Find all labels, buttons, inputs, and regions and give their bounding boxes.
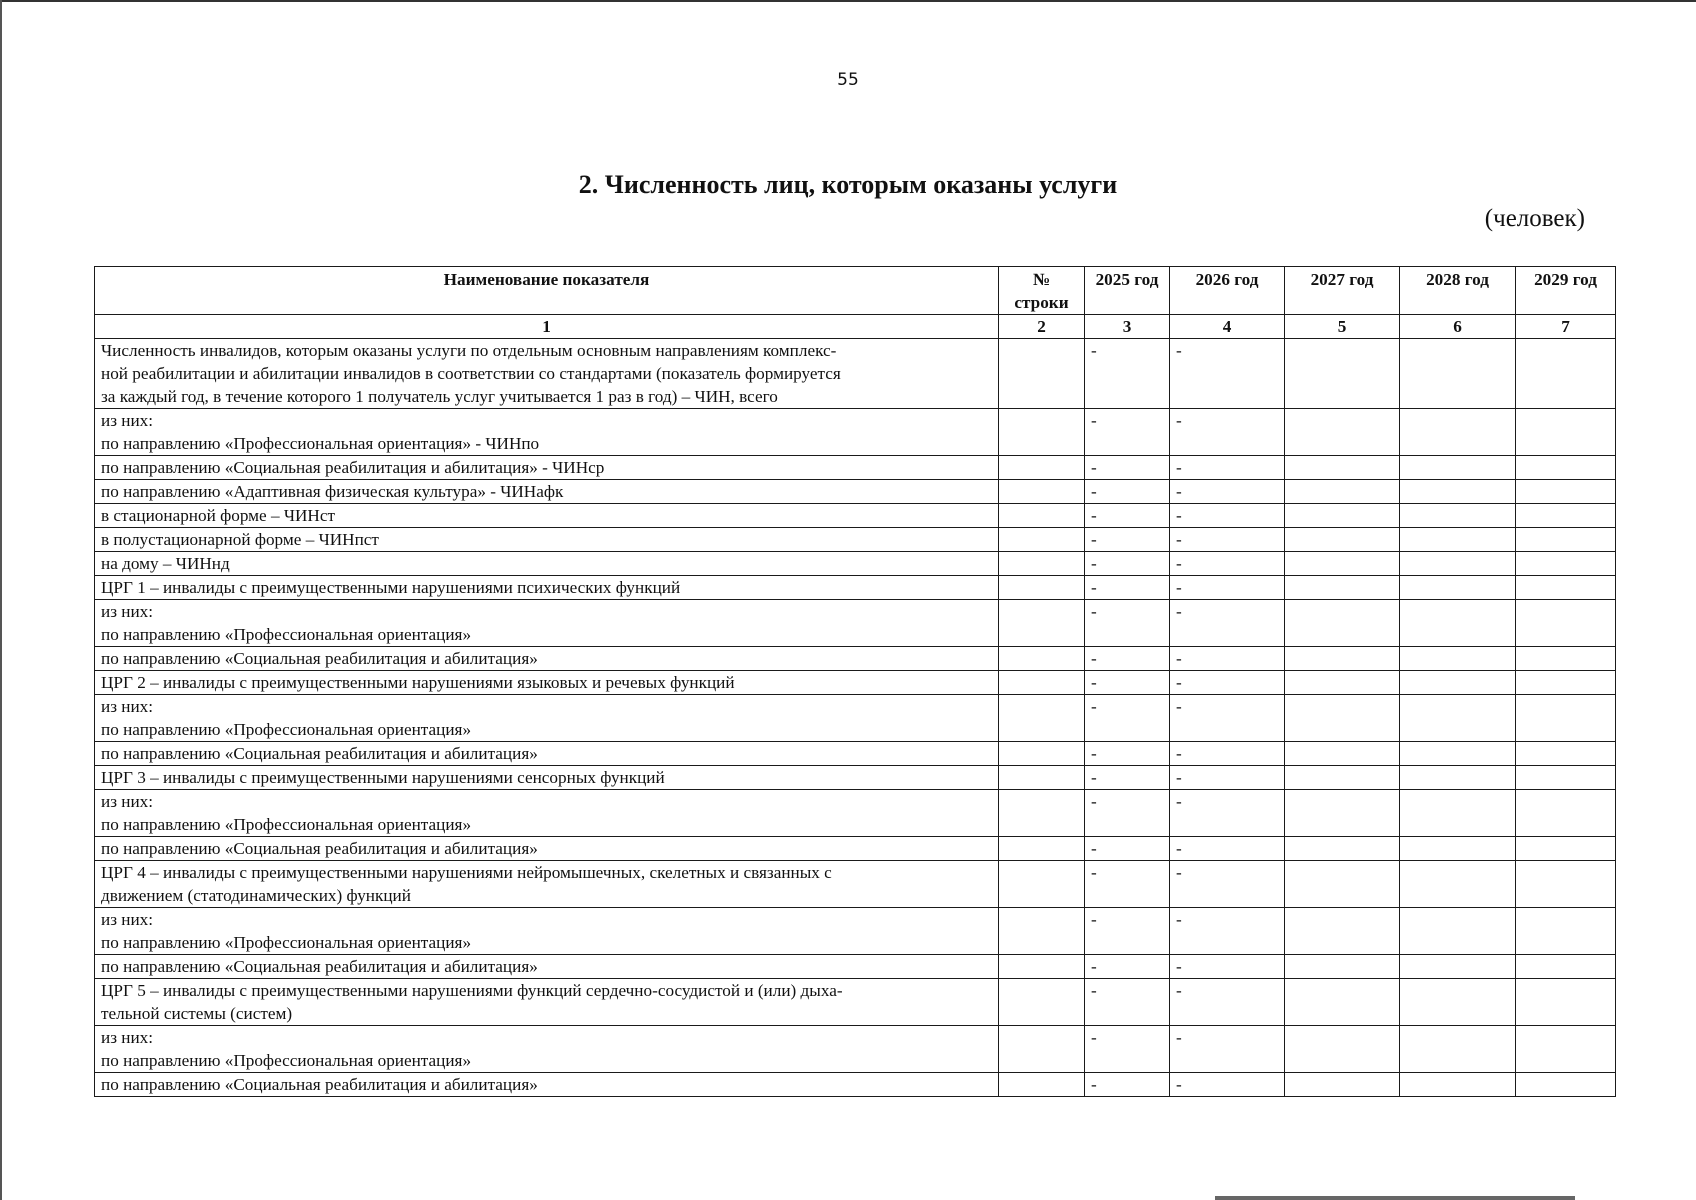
value-cell-2026 [1170, 742, 1285, 766]
table-row [95, 695, 1616, 742]
row-number-cell [999, 480, 1085, 504]
indicator-text-line: из них: [101, 602, 154, 621]
column-number: 3 [1085, 315, 1170, 339]
cell-value: - [1176, 554, 1182, 573]
table-row [95, 1026, 1616, 1073]
column-number: 4 [1170, 315, 1285, 339]
column-header: 2029 год [1516, 267, 1616, 315]
indicator-name [95, 552, 999, 576]
indicator-name [95, 979, 999, 1026]
row-number-cell [999, 456, 1085, 480]
indicator-text-line: по направлению «Социальная реабилитация и абилитация» - ЧИНср [101, 458, 605, 477]
value-cell-2025 [1085, 504, 1170, 528]
value-cell-2026 [1170, 1073, 1285, 1097]
indicator-name [95, 837, 999, 861]
header-row [95, 267, 1616, 315]
row-number-cell [999, 837, 1085, 861]
value-cell-empty [1516, 790, 1616, 837]
value-cell-empty [1516, 671, 1616, 695]
indicator-name [95, 742, 999, 766]
table-row [95, 504, 1616, 528]
indicator-text-line: ЦРГ 2 – инвалиды с преимущественными нарушениями языковых и речевых функций [101, 673, 735, 692]
value-cell-2026 [1170, 790, 1285, 837]
indicator-text-line: ЦРГ 5 – инвалиды с преимущественными нарушениями функций сердечно-сосудистой и (или) дыха- [101, 981, 843, 1000]
value-cell-empty [1516, 766, 1616, 790]
value-cell-2025 [1085, 456, 1170, 480]
cell-value: - [1176, 768, 1182, 787]
cell-value: - [1176, 957, 1182, 976]
table-row [95, 456, 1616, 480]
row-number-cell [999, 1026, 1085, 1073]
column-number: 2 [999, 315, 1085, 339]
table-row [95, 766, 1616, 790]
value-cell-2025 [1085, 695, 1170, 742]
row-number-cell [999, 600, 1085, 647]
value-cell-2026 [1170, 1026, 1285, 1073]
value-cell-empty [1516, 955, 1616, 979]
indicator-text-line: на дому – ЧИНнд [101, 554, 230, 573]
cell-value: - [1176, 863, 1182, 882]
table-row [95, 600, 1616, 647]
value-cell-empty [1516, 1026, 1616, 1073]
value-cell-2025 [1085, 766, 1170, 790]
indicator-name [95, 647, 999, 671]
cell-value: - [1091, 554, 1097, 573]
value-cell-empty [1400, 1026, 1516, 1073]
indicator-text-line: по направлению «Социальная реабилитация и абилитация» [101, 744, 538, 763]
value-cell-empty [1285, 480, 1400, 504]
unit-label: (человек) [1484, 205, 1585, 232]
indicator-text-line: из них: [101, 1028, 154, 1047]
value-cell-empty [1516, 409, 1616, 456]
row-number-cell [999, 790, 1085, 837]
indicator-text-line: ной реабилитации и абилитации инвалидов в соответствии со стандартами (показатель формируется [101, 364, 841, 383]
value-cell-2025 [1085, 409, 1170, 456]
table-row [95, 647, 1616, 671]
indicator-text-line: в стационарной форме – ЧИНст [101, 506, 335, 525]
value-cell-empty [1400, 861, 1516, 908]
cell-value: - [1091, 981, 1097, 1000]
value-cell-empty [1400, 552, 1516, 576]
indicator-name [95, 790, 999, 837]
value-cell-empty [1400, 671, 1516, 695]
cell-value: - [1176, 981, 1182, 1000]
column-number: 1 [95, 315, 999, 339]
value-cell-2025 [1085, 742, 1170, 766]
table-row [95, 742, 1616, 766]
cell-value: - [1091, 697, 1097, 716]
value-cell-empty [1516, 742, 1616, 766]
value-cell-empty [1400, 528, 1516, 552]
value-cell-empty [1516, 576, 1616, 600]
value-cell-2025 [1085, 339, 1170, 409]
indicator-text-line: по направлению «Социальная реабилитация и абилитация» [101, 839, 538, 858]
cell-value: - [1176, 578, 1182, 597]
cell-value: - [1176, 411, 1182, 430]
cell-value: - [1091, 673, 1097, 692]
table-row [95, 409, 1616, 456]
indicator-text-line: Численность инвалидов, которым оказаны услуги по отдельным основным направлениям комплекс- [101, 341, 837, 360]
cell-value: - [1091, 649, 1097, 668]
row-number-cell [999, 552, 1085, 576]
value-cell-empty [1285, 1073, 1400, 1097]
indicator-table [94, 266, 1616, 1097]
value-cell-empty [1516, 1073, 1616, 1097]
indicator-name [95, 1026, 999, 1073]
value-cell-empty [1516, 504, 1616, 528]
cell-value: - [1176, 839, 1182, 858]
value-cell-2026 [1170, 576, 1285, 600]
value-cell-2025 [1085, 671, 1170, 695]
value-cell-2026 [1170, 528, 1285, 552]
value-cell-2026 [1170, 908, 1285, 955]
indicator-text-line: ЦРГ 1 – инвалиды с преимущественными нарушениями психических функций [101, 578, 681, 597]
cell-value: - [1176, 602, 1182, 621]
value-cell-2025 [1085, 647, 1170, 671]
row-number-cell [999, 766, 1085, 790]
value-cell-2025 [1085, 790, 1170, 837]
value-cell-2025 [1085, 480, 1170, 504]
cell-value: - [1176, 1028, 1182, 1047]
cell-value: - [1176, 649, 1182, 668]
indicator-text-line: по направлению «Профессиональная ориентация» - ЧИНпо [101, 434, 540, 453]
value-cell-2025 [1085, 528, 1170, 552]
value-cell-empty [1400, 576, 1516, 600]
page-number: 55 [837, 70, 859, 90]
value-cell-2025 [1085, 908, 1170, 955]
indicator-name [95, 671, 999, 695]
cell-value: - [1091, 792, 1097, 811]
value-cell-empty [1400, 409, 1516, 456]
value-cell-empty [1285, 409, 1400, 456]
cell-value: - [1091, 530, 1097, 549]
value-cell-2025 [1085, 837, 1170, 861]
cell-value: - [1091, 957, 1097, 976]
value-cell-empty [1400, 695, 1516, 742]
value-cell-2025 [1085, 552, 1170, 576]
cell-value: - [1091, 411, 1097, 430]
value-cell-empty [1285, 955, 1400, 979]
row-number-cell [999, 1073, 1085, 1097]
indicator-name [95, 861, 999, 908]
indicator-text-line: по направлению «Социальная реабилитация и абилитация» [101, 1075, 538, 1094]
indicator-text-line: ЦРГ 3 – инвалиды с преимущественными нарушениями сенсорных функций [101, 768, 665, 787]
cell-value: - [1091, 744, 1097, 763]
row-number-cell [999, 576, 1085, 600]
value-cell-empty [1285, 979, 1400, 1026]
indicator-text-line: по направлению «Профессиональная ориентация» [101, 933, 472, 952]
value-cell-2026 [1170, 861, 1285, 908]
indicator-text-line: по направлению «Профессиональная ориентация» [101, 625, 472, 644]
cell-value: - [1176, 792, 1182, 811]
column-number: 7 [1516, 315, 1616, 339]
row-number-cell [999, 695, 1085, 742]
cell-value: - [1091, 839, 1097, 858]
indicator-name [95, 339, 999, 409]
indicator-name [95, 955, 999, 979]
table-row [95, 837, 1616, 861]
indicator-text-line: в полустационарной форме – ЧИНпст [101, 530, 379, 549]
value-cell-2025 [1085, 861, 1170, 908]
cell-value: - [1091, 1028, 1097, 1047]
value-cell-empty [1400, 790, 1516, 837]
cell-value: - [1091, 863, 1097, 882]
indicator-text-line: движением (статодинамических) функций [101, 886, 411, 905]
row-number-cell [999, 409, 1085, 456]
value-cell-empty [1285, 790, 1400, 837]
value-cell-empty [1516, 979, 1616, 1026]
value-cell-2026 [1170, 504, 1285, 528]
value-cell-empty [1285, 861, 1400, 908]
value-cell-empty [1285, 647, 1400, 671]
value-cell-empty [1285, 576, 1400, 600]
row-number-cell [999, 528, 1085, 552]
indicator-name [95, 504, 999, 528]
indicator-name [95, 528, 999, 552]
value-cell-2025 [1085, 600, 1170, 647]
cell-value: - [1091, 506, 1097, 525]
indicator-name [95, 600, 999, 647]
column-number-row [95, 315, 1616, 339]
value-cell-empty [1400, 955, 1516, 979]
column-header: Наименование показателя [95, 267, 999, 315]
indicator-text-line: тельной системы (систем) [101, 1004, 293, 1023]
value-cell-2026 [1170, 647, 1285, 671]
value-cell-2026 [1170, 979, 1285, 1026]
indicator-name [95, 456, 999, 480]
cell-value: - [1091, 458, 1097, 477]
cell-value: - [1176, 697, 1182, 716]
value-cell-2026 [1170, 671, 1285, 695]
value-cell-empty [1400, 600, 1516, 647]
value-cell-empty [1400, 647, 1516, 671]
value-cell-2025 [1085, 979, 1170, 1026]
value-cell-2026 [1170, 837, 1285, 861]
value-cell-empty [1400, 480, 1516, 504]
cell-value: - [1091, 578, 1097, 597]
value-cell-empty [1285, 528, 1400, 552]
value-cell-2026 [1170, 339, 1285, 409]
value-cell-empty [1400, 1073, 1516, 1097]
value-cell-empty [1400, 837, 1516, 861]
indicator-text-line: из них: [101, 792, 154, 811]
value-cell-empty [1285, 837, 1400, 861]
value-cell-2026 [1170, 695, 1285, 742]
indicator-name [95, 1073, 999, 1097]
value-cell-2026 [1170, 955, 1285, 979]
row-number-cell [999, 908, 1085, 955]
cell-value: - [1091, 1075, 1097, 1094]
indicator-text-line: из них: [101, 910, 154, 929]
value-cell-empty [1400, 456, 1516, 480]
value-cell-empty [1516, 339, 1616, 409]
indicator-name [95, 409, 999, 456]
cell-value: - [1091, 602, 1097, 621]
indicator-text-line: по направлению «Социальная реабилитация и абилитация» [101, 957, 538, 976]
value-cell-2026 [1170, 456, 1285, 480]
cell-value: - [1176, 530, 1182, 549]
indicator-text-line: из них: [101, 697, 154, 716]
value-cell-empty [1285, 695, 1400, 742]
row-number-cell [999, 671, 1085, 695]
row-number-cell [999, 647, 1085, 671]
row-number-cell [999, 955, 1085, 979]
value-cell-empty [1285, 552, 1400, 576]
value-cell-empty [1285, 908, 1400, 955]
cell-value: - [1176, 673, 1182, 692]
indicator-name [95, 695, 999, 742]
cell-value: - [1176, 1075, 1182, 1094]
indicator-text-line: по направлению «Социальная реабилитация и абилитация» [101, 649, 538, 668]
value-cell-empty [1516, 552, 1616, 576]
value-cell-empty [1285, 600, 1400, 647]
page-title: 2. Численность лиц, которым оказаны услуги [578, 170, 1118, 199]
row-number-cell [999, 504, 1085, 528]
table-row [95, 908, 1616, 955]
value-cell-empty [1516, 695, 1616, 742]
table-row [95, 955, 1616, 979]
value-cell-empty [1285, 766, 1400, 790]
indicator-text-line: из них: [101, 411, 154, 430]
column-number: 5 [1285, 315, 1400, 339]
indicator-text-line: по направлению «Профессиональная ориентация» [101, 815, 472, 834]
cell-value: - [1176, 458, 1182, 477]
indicator-name [95, 480, 999, 504]
value-cell-2025 [1085, 955, 1170, 979]
table-body [95, 339, 1616, 1097]
value-cell-empty [1516, 908, 1616, 955]
column-header: № строки [999, 267, 1085, 315]
value-cell-empty [1285, 671, 1400, 695]
table-row [95, 528, 1616, 552]
value-cell-empty [1400, 504, 1516, 528]
value-cell-empty [1400, 339, 1516, 409]
value-cell-2026 [1170, 600, 1285, 647]
value-cell-empty [1516, 647, 1616, 671]
column-header: 2027 год [1285, 267, 1400, 315]
table-row [95, 979, 1616, 1026]
value-cell-2026 [1170, 552, 1285, 576]
indicator-text-line: за каждый год, в течение которого 1 получатель услуг учитывается 1 раз в год) – ЧИН, всего [101, 387, 778, 406]
table-row [95, 480, 1616, 504]
indicator-text-line: по направлению «Адаптивная физическая культура» - ЧИНафк [101, 482, 564, 501]
value-cell-empty [1516, 837, 1616, 861]
value-cell-2025 [1085, 1073, 1170, 1097]
value-cell-empty [1516, 456, 1616, 480]
value-cell-empty [1285, 1026, 1400, 1073]
column-header: 2028 год [1400, 267, 1516, 315]
cell-value: - [1176, 506, 1182, 525]
value-cell-2026 [1170, 409, 1285, 456]
value-cell-empty [1285, 456, 1400, 480]
value-cell-empty [1400, 742, 1516, 766]
table-row [95, 1073, 1616, 1097]
indicator-text-line: по направлению «Профессиональная ориентация» [101, 720, 472, 739]
value-cell-empty [1516, 528, 1616, 552]
row-number-cell [999, 861, 1085, 908]
value-cell-empty [1285, 742, 1400, 766]
scan-artifact [1215, 1196, 1575, 1200]
indicator-text-line: по направлению «Профессиональная ориентация» [101, 1051, 472, 1070]
row-number-cell [999, 979, 1085, 1026]
column-header: 2026 год [1170, 267, 1285, 315]
value-cell-empty [1516, 861, 1616, 908]
cell-value: - [1176, 910, 1182, 929]
value-cell-2025 [1085, 1026, 1170, 1073]
value-cell-2025 [1085, 576, 1170, 600]
table-row [95, 552, 1616, 576]
value-cell-empty [1400, 908, 1516, 955]
value-cell-empty [1516, 480, 1616, 504]
indicator-name [95, 908, 999, 955]
cell-value: - [1176, 744, 1182, 763]
indicator-name [95, 576, 999, 600]
table-row [95, 861, 1616, 908]
table-row [95, 576, 1616, 600]
column-number: 6 [1400, 315, 1516, 339]
table-row [95, 790, 1616, 837]
value-cell-empty [1400, 766, 1516, 790]
table-row [95, 339, 1616, 409]
cell-value: - [1176, 341, 1182, 360]
column-header: 2025 год [1085, 267, 1170, 315]
cell-value: - [1091, 910, 1097, 929]
table-row [95, 671, 1616, 695]
row-number-cell [999, 742, 1085, 766]
value-cell-empty [1285, 339, 1400, 409]
scan-border [0, 0, 1696, 2]
cell-value: - [1176, 482, 1182, 501]
value-cell-2026 [1170, 766, 1285, 790]
cell-value: - [1091, 482, 1097, 501]
indicator-text-line: ЦРГ 4 – инвалиды с преимущественными нарушениями нейромышечных, скелетных и связанных с [101, 863, 832, 882]
value-cell-empty [1400, 979, 1516, 1026]
cell-value: - [1091, 768, 1097, 787]
row-number-cell [999, 339, 1085, 409]
value-cell-2026 [1170, 480, 1285, 504]
cell-value: - [1091, 341, 1097, 360]
value-cell-empty [1516, 600, 1616, 647]
value-cell-empty [1285, 504, 1400, 528]
indicator-name [95, 766, 999, 790]
